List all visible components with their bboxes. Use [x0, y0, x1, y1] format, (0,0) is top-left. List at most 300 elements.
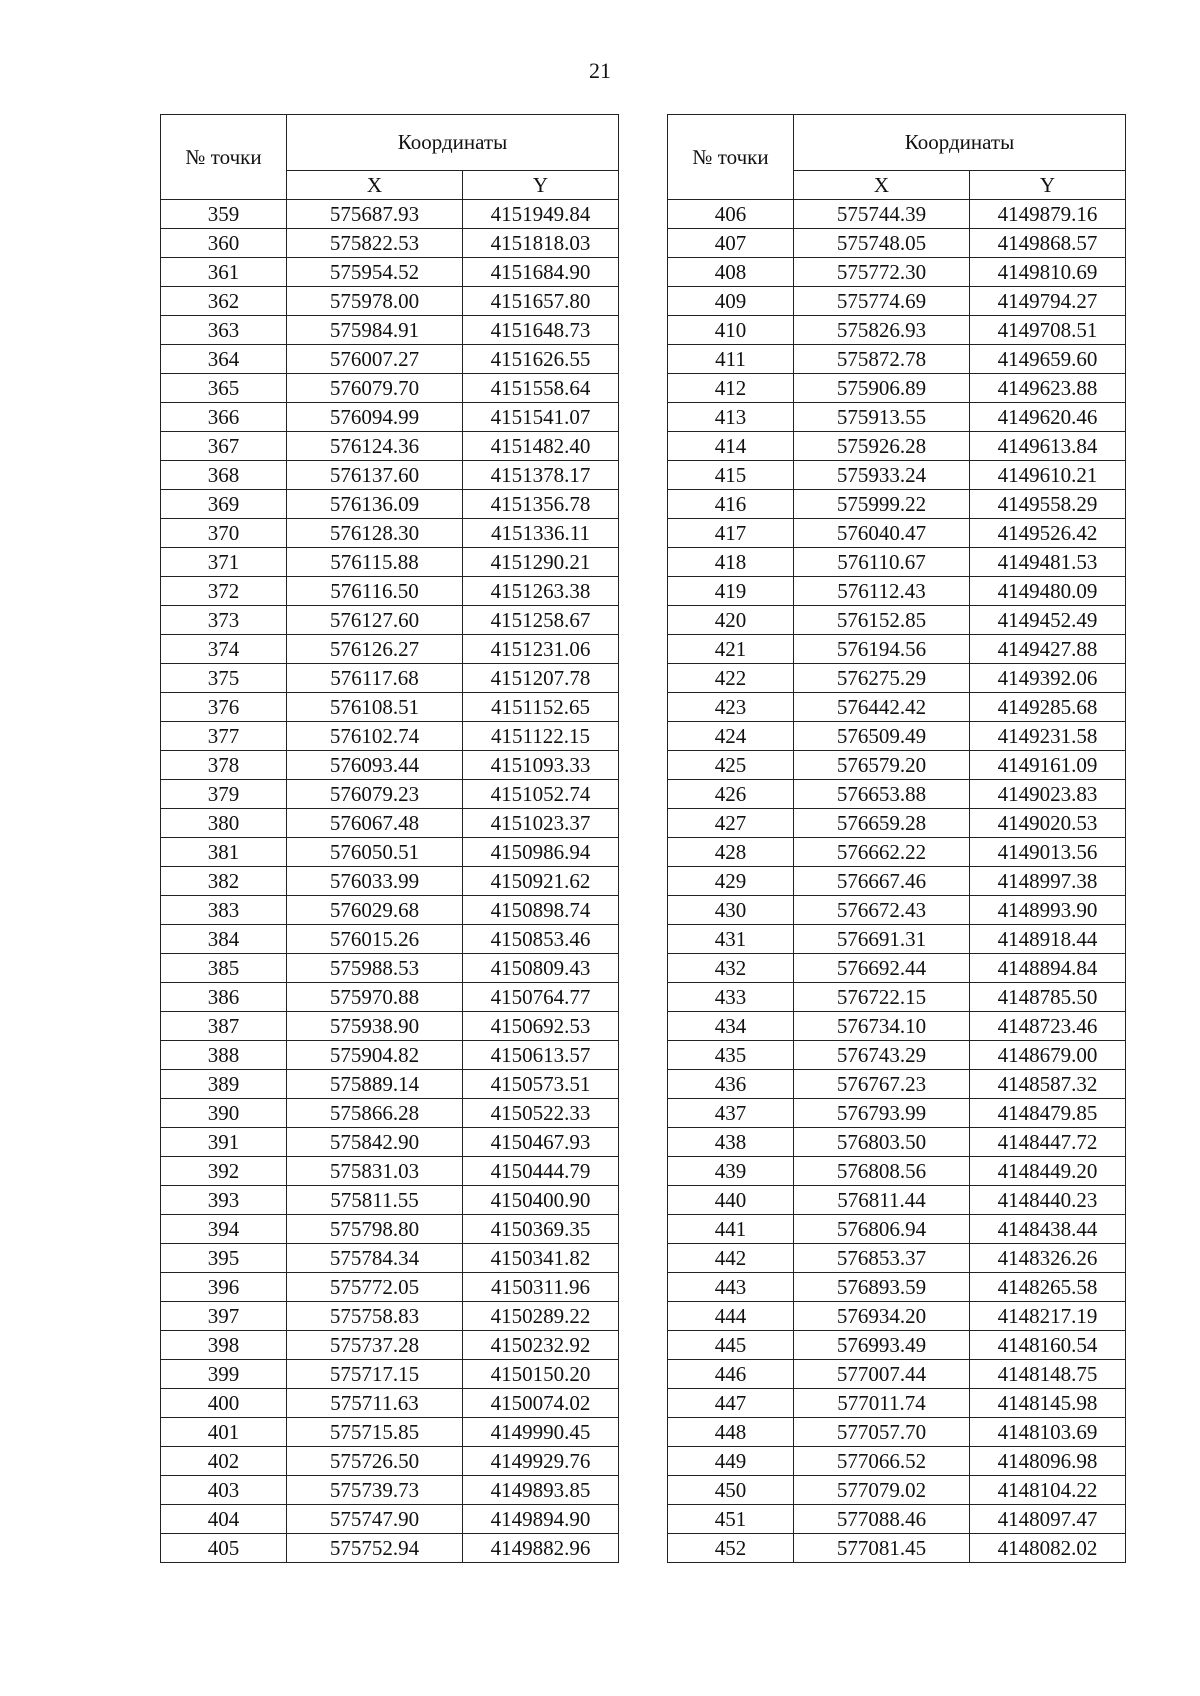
y-coordinate-cell: 4150809.43: [463, 954, 619, 983]
x-coordinate-cell: 575842.90: [287, 1128, 463, 1157]
x-coordinate-cell: 576112.43: [794, 577, 970, 606]
x-coordinate-cell: 576015.26: [287, 925, 463, 954]
point-number-cell: 419: [668, 577, 794, 606]
y-coordinate-cell: 4151378.17: [463, 461, 619, 490]
y-coordinate-cell: 4148679.00: [970, 1041, 1126, 1070]
point-number-cell: 403: [161, 1476, 287, 1505]
y-coordinate-cell: 4150400.90: [463, 1186, 619, 1215]
point-number-cell: 372: [161, 577, 287, 606]
table-row: [161, 432, 619, 461]
y-coordinate-cell: 4149161.09: [970, 751, 1126, 780]
table-row: [161, 403, 619, 432]
point-number-cell: 383: [161, 896, 287, 925]
x-coordinate-cell: 576662.22: [794, 838, 970, 867]
y-coordinate-cell: 4148265.58: [970, 1273, 1126, 1302]
x-coordinate-cell: 575970.88: [287, 983, 463, 1012]
x-header: X: [794, 171, 970, 200]
x-coordinate-cell: 577011.74: [794, 1389, 970, 1418]
x-coordinate-cell: 576653.88: [794, 780, 970, 809]
point-number-cell: 434: [668, 1012, 794, 1041]
y-coordinate-cell: 4151626.55: [463, 345, 619, 374]
y-coordinate-cell: 4148440.23: [970, 1186, 1126, 1215]
point-number-cell: 394: [161, 1215, 287, 1244]
point-number-cell: 398: [161, 1331, 287, 1360]
point-number-cell: 428: [668, 838, 794, 867]
y-coordinate-cell: 4149481.53: [970, 548, 1126, 577]
table-row: [668, 287, 1126, 316]
y-coordinate-cell: 4151356.78: [463, 490, 619, 519]
table-row: [668, 983, 1126, 1012]
x-coordinate-cell: 576743.29: [794, 1041, 970, 1070]
table-row: [668, 1476, 1126, 1505]
x-coordinate-cell: 577081.45: [794, 1534, 970, 1563]
y-coordinate-cell: 4150898.74: [463, 896, 619, 925]
point-number-cell: 402: [161, 1447, 287, 1476]
point-number-cell: 388: [161, 1041, 287, 1070]
point-number-cell: 412: [668, 374, 794, 403]
point-number-cell: 367: [161, 432, 287, 461]
table-body-right: [668, 200, 1126, 1563]
table-row: [668, 838, 1126, 867]
x-coordinate-cell: 576806.94: [794, 1215, 970, 1244]
x-coordinate-cell: 576579.20: [794, 751, 970, 780]
point-number-cell: 371: [161, 548, 287, 577]
table-row: [161, 1244, 619, 1273]
point-number-cell: 445: [668, 1331, 794, 1360]
y-coordinate-cell: 4151263.38: [463, 577, 619, 606]
y-coordinate-cell: 4148103.69: [970, 1418, 1126, 1447]
y-coordinate-cell: 4148097.47: [970, 1505, 1126, 1534]
y-coordinate-cell: 4149013.56: [970, 838, 1126, 867]
y-coordinate-cell: 4148894.84: [970, 954, 1126, 983]
x-coordinate-cell: 576050.51: [287, 838, 463, 867]
x-coordinate-cell: 577066.52: [794, 1447, 970, 1476]
point-number-cell: 430: [668, 896, 794, 925]
y-coordinate-cell: 4149610.21: [970, 461, 1126, 490]
point-number-cell: 362: [161, 287, 287, 316]
point-number-header: № точки: [668, 115, 794, 200]
point-number-cell: 370: [161, 519, 287, 548]
y-coordinate-cell: 4149708.51: [970, 316, 1126, 345]
point-number-cell: 393: [161, 1186, 287, 1215]
y-coordinate-cell: 4149868.57: [970, 229, 1126, 258]
x-coordinate-cell: 575748.05: [794, 229, 970, 258]
table-row: [668, 896, 1126, 925]
point-number-cell: 384: [161, 925, 287, 954]
y-coordinate-cell: 4149427.88: [970, 635, 1126, 664]
x-coordinate-cell: 576793.99: [794, 1099, 970, 1128]
table-row: [668, 606, 1126, 635]
table-row: [161, 374, 619, 403]
table-row: [161, 983, 619, 1012]
table-row: [161, 1418, 619, 1447]
point-number-cell: 365: [161, 374, 287, 403]
y-coordinate-cell: 4149794.27: [970, 287, 1126, 316]
x-coordinate-cell: 576102.74: [287, 722, 463, 751]
y-coordinate-cell: 4150311.96: [463, 1273, 619, 1302]
table-row: [668, 1505, 1126, 1534]
x-coordinate-cell: 577088.46: [794, 1505, 970, 1534]
y-coordinate-cell: 4149810.69: [970, 258, 1126, 287]
x-coordinate-cell: 576934.20: [794, 1302, 970, 1331]
y-coordinate-cell: 4151949.84: [463, 200, 619, 229]
point-number-cell: 417: [668, 519, 794, 548]
table-row: [668, 751, 1126, 780]
table-row: [668, 693, 1126, 722]
y-coordinate-cell: 4148723.46: [970, 1012, 1126, 1041]
point-number-cell: 416: [668, 490, 794, 519]
x-coordinate-cell: 575826.93: [794, 316, 970, 345]
x-coordinate-cell: 576509.49: [794, 722, 970, 751]
table-row: [161, 606, 619, 635]
table-row: [668, 345, 1126, 374]
point-number-cell: 424: [668, 722, 794, 751]
x-coordinate-cell: 577057.70: [794, 1418, 970, 1447]
x-coordinate-cell: 575872.78: [794, 345, 970, 374]
y-coordinate-cell: 4151258.67: [463, 606, 619, 635]
x-coordinate-cell: 576124.36: [287, 432, 463, 461]
x-coordinate-cell: 576108.51: [287, 693, 463, 722]
table-row: [668, 1302, 1126, 1331]
x-coordinate-cell: 576094.99: [287, 403, 463, 432]
y-coordinate-cell: 4148104.22: [970, 1476, 1126, 1505]
point-number-cell: 441: [668, 1215, 794, 1244]
x-coordinate-cell: 576275.29: [794, 664, 970, 693]
x-coordinate-cell: 575913.55: [794, 403, 970, 432]
y-coordinate-cell: 4150573.51: [463, 1070, 619, 1099]
x-coordinate-cell: 576811.44: [794, 1186, 970, 1215]
x-coordinate-cell: 576116.50: [287, 577, 463, 606]
point-number-cell: 411: [668, 345, 794, 374]
x-coordinate-cell: 577007.44: [794, 1360, 970, 1389]
y-coordinate-cell: 4148587.32: [970, 1070, 1126, 1099]
table-row: [668, 1534, 1126, 1563]
table-row: [668, 1273, 1126, 1302]
table-row: [668, 1157, 1126, 1186]
y-coordinate-cell: 4150522.33: [463, 1099, 619, 1128]
table-row: [668, 490, 1126, 519]
x-coordinate-cell: 576194.56: [794, 635, 970, 664]
point-number-cell: 423: [668, 693, 794, 722]
x-coordinate-cell: 576067.48: [287, 809, 463, 838]
table-row: [161, 1273, 619, 1302]
table-row: [161, 200, 619, 229]
point-number-cell: 431: [668, 925, 794, 954]
x-coordinate-cell: 576079.70: [287, 374, 463, 403]
point-number-cell: 418: [668, 548, 794, 577]
point-number-cell: 429: [668, 867, 794, 896]
point-number-cell: 415: [668, 461, 794, 490]
y-coordinate-cell: 4150150.20: [463, 1360, 619, 1389]
point-number-cell: 396: [161, 1273, 287, 1302]
y-header: Y: [970, 171, 1126, 200]
table-row: [668, 1186, 1126, 1215]
point-number-cell: 438: [668, 1128, 794, 1157]
point-number-cell: 373: [161, 606, 287, 635]
x-coordinate-cell: 575772.30: [794, 258, 970, 287]
coordinates-table-left: [160, 114, 619, 1563]
table-row: [161, 1186, 619, 1215]
y-coordinate-cell: 4149894.90: [463, 1505, 619, 1534]
coordinates-table-right: [667, 114, 1126, 1563]
point-number-cell: 410: [668, 316, 794, 345]
y-coordinate-cell: 4150444.79: [463, 1157, 619, 1186]
y-coordinate-cell: 4150764.77: [463, 983, 619, 1012]
x-coordinate-cell: 576127.60: [287, 606, 463, 635]
table-row: [161, 954, 619, 983]
table-row: [161, 1215, 619, 1244]
point-number-cell: 379: [161, 780, 287, 809]
y-coordinate-cell: 4149023.83: [970, 780, 1126, 809]
y-coordinate-cell: 4148326.26: [970, 1244, 1126, 1273]
y-coordinate-cell: 4149879.16: [970, 200, 1126, 229]
x-coordinate-cell: 576040.47: [794, 519, 970, 548]
table-row: [161, 838, 619, 867]
table-row: [161, 229, 619, 258]
x-coordinate-cell: 575999.22: [794, 490, 970, 519]
table-row: [161, 1041, 619, 1070]
x-coordinate-cell: 575938.90: [287, 1012, 463, 1041]
table-row: [161, 925, 619, 954]
point-number-cell: 387: [161, 1012, 287, 1041]
table-row: [161, 519, 619, 548]
point-number-cell: 363: [161, 316, 287, 345]
point-number-cell: 448: [668, 1418, 794, 1447]
point-number-cell: 376: [161, 693, 287, 722]
table-row: [161, 316, 619, 345]
point-number-cell: 443: [668, 1273, 794, 1302]
y-coordinate-cell: 4150692.53: [463, 1012, 619, 1041]
table-row: [668, 1447, 1126, 1476]
table-row: [161, 751, 619, 780]
y-coordinate-cell: 4151818.03: [463, 229, 619, 258]
x-coordinate-cell: 576993.49: [794, 1331, 970, 1360]
point-number-cell: 386: [161, 983, 287, 1012]
table-row: [161, 287, 619, 316]
table-row: [668, 548, 1126, 577]
x-coordinate-cell: 576136.09: [287, 490, 463, 519]
point-number-cell: 439: [668, 1157, 794, 1186]
y-coordinate-cell: 4149929.76: [463, 1447, 619, 1476]
point-number-cell: 427: [668, 809, 794, 838]
y-coordinate-cell: 4151558.64: [463, 374, 619, 403]
x-coordinate-cell: 575739.73: [287, 1476, 463, 1505]
point-number-cell: 413: [668, 403, 794, 432]
x-header: X: [287, 171, 463, 200]
y-coordinate-cell: 4149452.49: [970, 606, 1126, 635]
x-coordinate-cell: 576722.15: [794, 983, 970, 1012]
point-number-cell: 366: [161, 403, 287, 432]
x-coordinate-cell: 575831.03: [287, 1157, 463, 1186]
table-row: [668, 461, 1126, 490]
x-coordinate-cell: 576007.27: [287, 345, 463, 374]
x-coordinate-cell: 576152.85: [794, 606, 970, 635]
y-coordinate-cell: 4150341.82: [463, 1244, 619, 1273]
table-row: [161, 1505, 619, 1534]
table-row: [668, 1012, 1126, 1041]
point-number-cell: 401: [161, 1418, 287, 1447]
x-coordinate-cell: 575798.80: [287, 1215, 463, 1244]
x-coordinate-cell: 576672.43: [794, 896, 970, 925]
point-number-cell: 414: [668, 432, 794, 461]
point-number-cell: 451: [668, 1505, 794, 1534]
table-row: [668, 954, 1126, 983]
table-row: [161, 1331, 619, 1360]
table-row: [668, 316, 1126, 345]
x-coordinate-cell: 577079.02: [794, 1476, 970, 1505]
table-row: [161, 258, 619, 287]
x-coordinate-cell: 575737.28: [287, 1331, 463, 1360]
y-coordinate-cell: 4151152.65: [463, 693, 619, 722]
table-row: [161, 1012, 619, 1041]
x-coordinate-cell: 575889.14: [287, 1070, 463, 1099]
point-number-cell: 449: [668, 1447, 794, 1476]
point-number-cell: 442: [668, 1244, 794, 1273]
point-number-cell: 436: [668, 1070, 794, 1099]
table-row: [668, 258, 1126, 287]
x-coordinate-cell: 576667.46: [794, 867, 970, 896]
y-coordinate-cell: 4149613.84: [970, 432, 1126, 461]
y-coordinate-cell: 4148082.02: [970, 1534, 1126, 1563]
point-number-cell: 425: [668, 751, 794, 780]
table-row: [668, 577, 1126, 606]
y-coordinate-cell: 4148148.75: [970, 1360, 1126, 1389]
y-coordinate-cell: 4150467.93: [463, 1128, 619, 1157]
y-coordinate-cell: 4151290.21: [463, 548, 619, 577]
table-row: [668, 1244, 1126, 1273]
point-number-cell: 395: [161, 1244, 287, 1273]
point-number-cell: 361: [161, 258, 287, 287]
x-coordinate-cell: 576033.99: [287, 867, 463, 896]
point-number-cell: 447: [668, 1389, 794, 1418]
point-number-cell: 420: [668, 606, 794, 635]
x-coordinate-cell: 576110.67: [794, 548, 970, 577]
x-coordinate-cell: 576853.37: [794, 1244, 970, 1273]
x-coordinate-cell: 575752.94: [287, 1534, 463, 1563]
y-coordinate-cell: 4149020.53: [970, 809, 1126, 838]
table-body-left: [161, 200, 619, 1563]
x-coordinate-cell: 575978.00: [287, 287, 463, 316]
x-coordinate-cell: 576691.31: [794, 925, 970, 954]
y-coordinate-cell: 4151684.90: [463, 258, 619, 287]
point-number-cell: 444: [668, 1302, 794, 1331]
table-row: [668, 635, 1126, 664]
y-coordinate-cell: 4150369.35: [463, 1215, 619, 1244]
y-coordinate-cell: 4150613.57: [463, 1041, 619, 1070]
y-coordinate-cell: 4148993.90: [970, 896, 1126, 925]
y-coordinate-cell: 4148160.54: [970, 1331, 1126, 1360]
point-number-cell: 390: [161, 1099, 287, 1128]
table-row: [161, 1302, 619, 1331]
table-row: [668, 780, 1126, 809]
y-coordinate-cell: 4149620.46: [970, 403, 1126, 432]
x-coordinate-cell: 575904.82: [287, 1041, 463, 1070]
x-coordinate-cell: 576126.27: [287, 635, 463, 664]
point-number-cell: 426: [668, 780, 794, 809]
y-coordinate-cell: 4149480.09: [970, 577, 1126, 606]
point-number-cell: 407: [668, 229, 794, 258]
x-coordinate-cell: 575772.05: [287, 1273, 463, 1302]
point-number-cell: 369: [161, 490, 287, 519]
table-row: [668, 867, 1126, 896]
point-number-cell: 381: [161, 838, 287, 867]
x-coordinate-cell: 576692.44: [794, 954, 970, 983]
point-number-cell: 377: [161, 722, 287, 751]
y-coordinate-cell: 4148785.50: [970, 983, 1126, 1012]
y-coordinate-cell: 4148096.98: [970, 1447, 1126, 1476]
y-coordinate-cell: 4148997.38: [970, 867, 1126, 896]
table-row: [668, 1041, 1126, 1070]
point-number-cell: 359: [161, 200, 287, 229]
y-coordinate-cell: 4151231.06: [463, 635, 619, 664]
table-row: [161, 867, 619, 896]
point-number-cell: 450: [668, 1476, 794, 1505]
point-number-cell: 432: [668, 954, 794, 983]
point-number-cell: 405: [161, 1534, 287, 1563]
x-coordinate-cell: 575988.53: [287, 954, 463, 983]
page-number: 21: [589, 58, 611, 83]
point-number-cell: 389: [161, 1070, 287, 1099]
x-coordinate-cell: 576128.30: [287, 519, 463, 548]
y-coordinate-cell: 4149882.96: [463, 1534, 619, 1563]
table-row: [668, 1070, 1126, 1099]
table-row: [668, 432, 1126, 461]
point-number-cell: 392: [161, 1157, 287, 1186]
x-coordinate-cell: 575715.85: [287, 1418, 463, 1447]
table-row: [668, 722, 1126, 751]
y-coordinate-cell: 4150921.62: [463, 867, 619, 896]
y-coordinate-cell: 4149659.60: [970, 345, 1126, 374]
point-number-cell: 375: [161, 664, 287, 693]
table-row: [668, 1099, 1126, 1128]
x-coordinate-cell: 575744.39: [794, 200, 970, 229]
point-number-cell: 422: [668, 664, 794, 693]
table-row: [668, 664, 1126, 693]
point-number-header: № точки: [161, 115, 287, 200]
table-row: [668, 403, 1126, 432]
y-coordinate-cell: 4148447.72: [970, 1128, 1126, 1157]
y-coordinate-cell: 4150074.02: [463, 1389, 619, 1418]
point-number-cell: 399: [161, 1360, 287, 1389]
table-row: [668, 809, 1126, 838]
x-coordinate-cell: 576079.23: [287, 780, 463, 809]
y-coordinate-cell: 4151207.78: [463, 664, 619, 693]
x-coordinate-cell: 575747.90: [287, 1505, 463, 1534]
y-coordinate-cell: 4150289.22: [463, 1302, 619, 1331]
coordinates-header: Координаты: [287, 115, 619, 171]
y-coordinate-cell: 4151052.74: [463, 780, 619, 809]
table-row: [161, 345, 619, 374]
table-row: [161, 1157, 619, 1186]
x-coordinate-cell: 576137.60: [287, 461, 463, 490]
y-coordinate-cell: 4151657.80: [463, 287, 619, 316]
table-row: [161, 896, 619, 925]
x-coordinate-cell: 576808.56: [794, 1157, 970, 1186]
point-number-cell: 452: [668, 1534, 794, 1563]
point-number-cell: 374: [161, 635, 287, 664]
y-coordinate-cell: 4151093.33: [463, 751, 619, 780]
y-coordinate-cell: 4149990.45: [463, 1418, 619, 1447]
x-coordinate-cell: 576893.59: [794, 1273, 970, 1302]
table-row: [161, 1534, 619, 1563]
table-row: [668, 1360, 1126, 1389]
x-coordinate-cell: 576029.68: [287, 896, 463, 925]
point-number-cell: 380: [161, 809, 287, 838]
point-number-cell: 440: [668, 1186, 794, 1215]
y-coordinate-cell: 4151336.11: [463, 519, 619, 548]
x-coordinate-cell: 576803.50: [794, 1128, 970, 1157]
table-row: [668, 200, 1126, 229]
